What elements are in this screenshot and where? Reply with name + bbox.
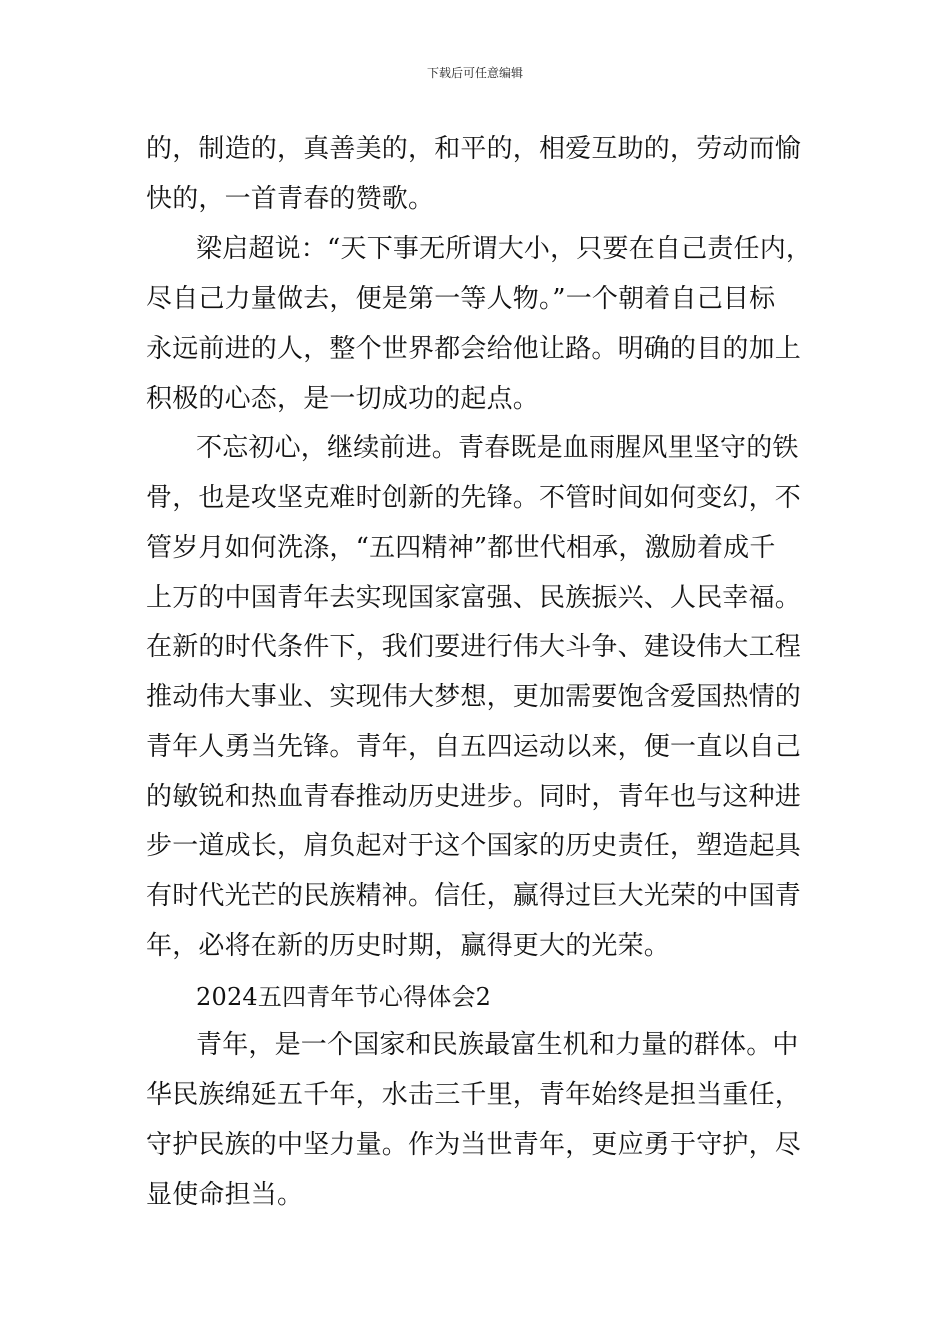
body-text-line: 快的，一首青春的赞歌。 (146, 184, 435, 214)
body-text-line: 的，制造的，真善美的，和平的，相爱互助的，劳动而愉 (146, 134, 802, 164)
body-text-line: 不忘初心，继续前进。青春既是血雨腥风里坚守的铁 (196, 433, 799, 463)
body-text-line: 上万的中国青年去实现国家富强、民族振兴、人民幸福。 (146, 583, 802, 613)
body-text-line: 显使命担当。 (146, 1180, 304, 1210)
body-text-line: 梁启超说：“天下事无所谓大小，只要在自己责任内， (196, 234, 813, 264)
body-text-line: 永远前进的人，整个世界都会给他让路。明确的目的加上 (146, 334, 802, 364)
body-text-line: 年，必将在新的历史时期，赢得更大的光荣。 (146, 931, 671, 961)
body-text-line: 骨，也是攻坚克难时创新的先锋。不管时间如何变幻，不 (146, 483, 802, 513)
body-text-line: 在新的时代条件下，我们要进行伟大斗争、建设伟大工程 (146, 632, 802, 662)
body-text-line: 步一道成长，肩负起对于这个国家的历史责任，塑造起具 (146, 831, 802, 861)
body-text-line: 有时代光芒的民族精神。信任，赢得过巨大光荣的中国青 (146, 881, 802, 911)
body-text-line: 青年人勇当先锋。青年，自五四运动以来，便一直以自己 (146, 732, 802, 762)
body-text-line: 管岁月如何洗涤，“五四精神”都世代相承，激励着成千 (146, 533, 776, 563)
body-text-line: 积极的心态，是一切成功的起点。 (146, 384, 540, 414)
page-header: 下载后可任意编辑 (426, 66, 523, 80)
body-text-line: 华民族绵延五千年，水击三千里，青年始终是担当重任， (146, 1080, 802, 1110)
body-text-line: 尽自己力量做去，便是第一等人物。”一个朝着自己目标 (146, 284, 776, 314)
body-text-line: 的敏锐和热血青春推动历史进步。同时，青年也与这种进 (146, 782, 802, 812)
body-text-line: 守护民族的中坚力量。作为当世青年，更应勇于守护，尽 (146, 1130, 802, 1160)
section-heading: 2024五四青年节心得体会2 (196, 983, 492, 1011)
body-text-line: 青年，是一个国家和民族最富生机和力量的群体。中 (196, 1030, 799, 1060)
body-text-line: 推动伟大事业、实现伟大梦想，更加需要饱含爱国热情的 (146, 682, 802, 712)
